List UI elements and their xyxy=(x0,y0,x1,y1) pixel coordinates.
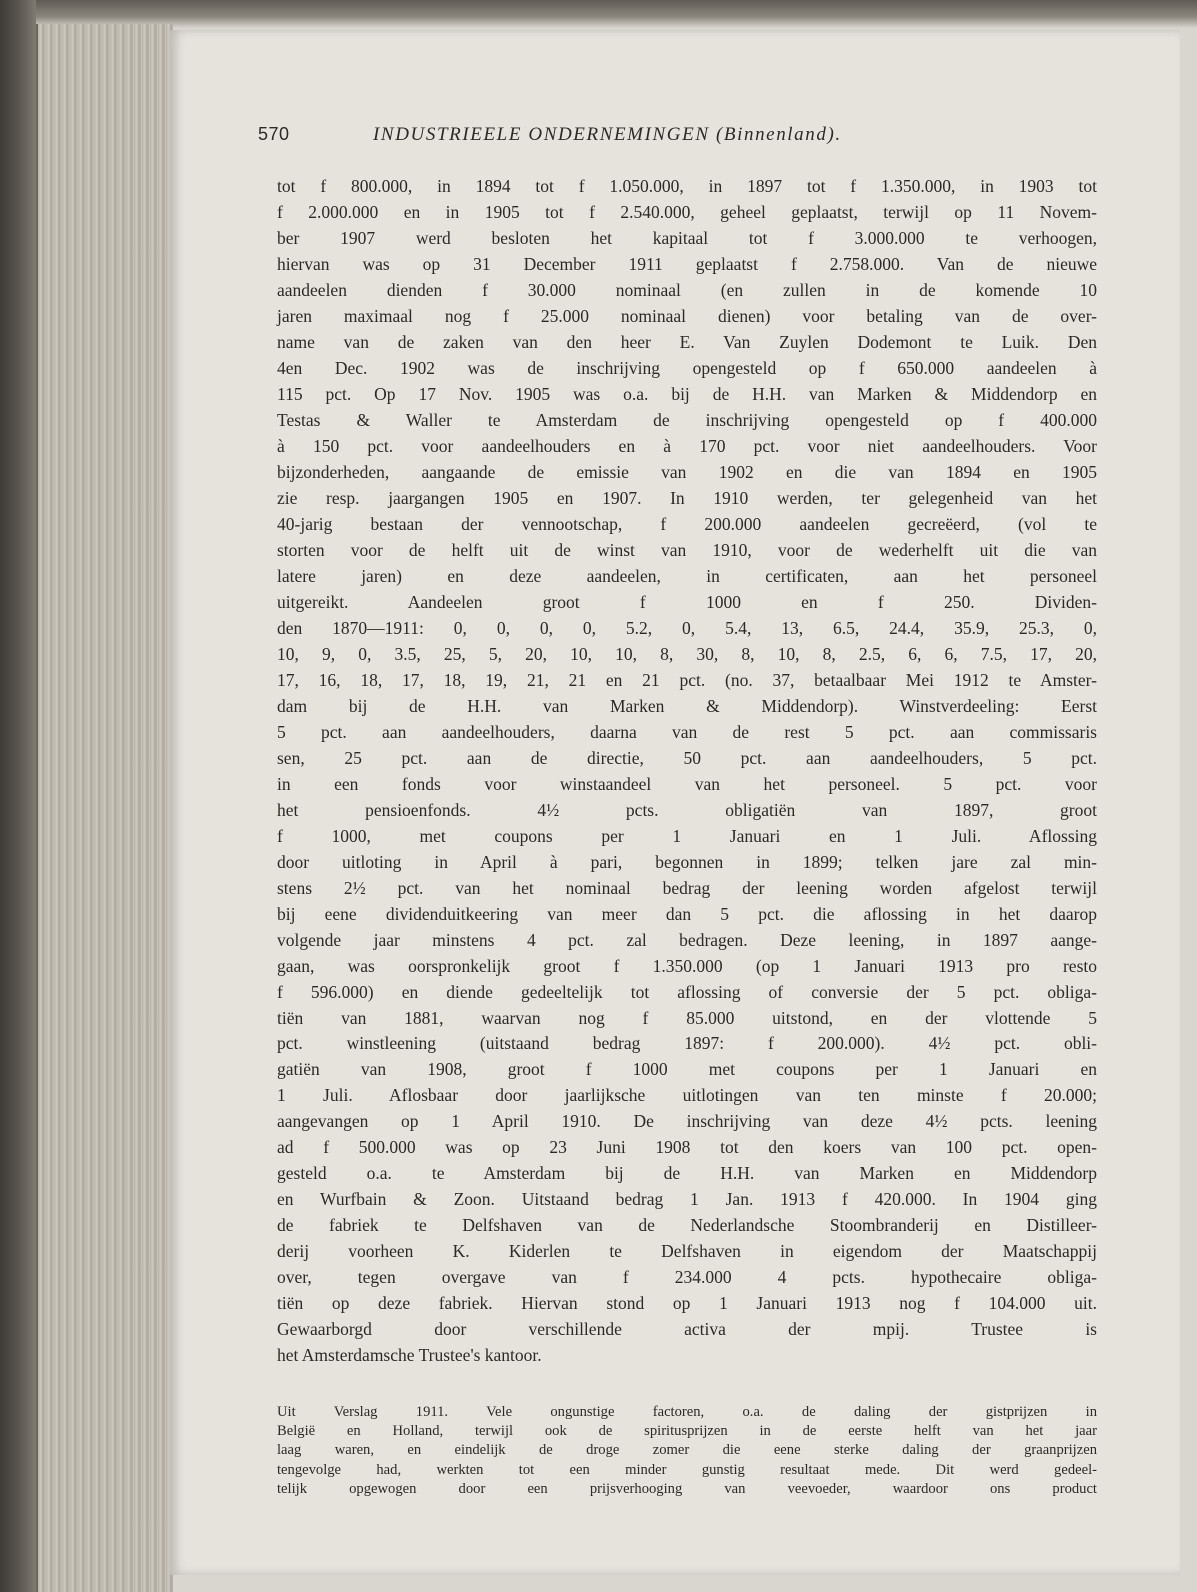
text-line: België en Holland, terwijl ook de spiritusprijzen in de eerste helft van het jaar xyxy=(277,1423,1097,1440)
text-line: tengevolge had, werkten tot een minder gunstig resultaat mede. Dit werd gedeel- xyxy=(277,1461,1097,1478)
text-line: door uitloting in April à pari, begonnen in 1899; telken jare zal min- xyxy=(277,851,1097,872)
text-line: ber 1907 werd besloten het kapitaal tot f 3.000.000 te verhoogen, xyxy=(277,227,1097,248)
text-line: à 150 pct. voor aandeelhouders en à 170 pct. voor niet aandeelhouders. Voor xyxy=(277,435,1097,456)
text-line: het Amsterdamsche Trustee's kantoor. xyxy=(277,1345,542,1366)
text-line: derij voorheen K. Kiderlen te Delfshaven in eigendom der Maatschappij xyxy=(277,1241,1097,1262)
text-line: telijk opgewogen door een prijsverhooging van veevoeder, waardoor ons product xyxy=(277,1480,1097,1497)
text-line: 115 pct. Op 17 Nov. 1905 was o.a. bij de H.H. van Marken & Middendorp en xyxy=(277,383,1097,404)
text-line: 10, 9, 0, 3.5, 25, 5, 20, 10, 10, 8, 30, 8, 10, 8, 2.5, 6, 6, 7.5, 17, 20, xyxy=(277,643,1097,664)
text-line: de fabriek te Delfshaven van de Nederlandsche Stoombranderij en Distilleer- xyxy=(277,1215,1097,1236)
text-line: den 1870—1911: 0, 0, 0, 0, 5.2, 0, 5.4, 13, 6.5, 24.4, 35.9, 25.3, 0, xyxy=(277,617,1097,638)
text-line: storten voor de helft uit de winst van 1910, voor de wederhelft uit die van xyxy=(277,539,1097,560)
body-text xyxy=(277,174,1097,1369)
text-line: 1 Juli. Aflosbaar door jaarlijksche uitlotingen van ten minste f 20.000; xyxy=(277,1085,1097,1106)
text-line: aandeelen dienden f 30.000 nominaal (en zullen in de komende 10 xyxy=(277,279,1097,300)
text-line: Testas & Waller te Amsterdam de inschrijving opengesteld op f 400.000 xyxy=(277,409,1097,430)
text-line: het pensioenfonds. 4½ pcts. obligatiën van 1897, groot xyxy=(277,799,1097,820)
text-line: 40-jarig bestaan der vennootschap, f 200.000 aandeelen gecreëerd, (vol te xyxy=(277,513,1097,534)
text-line: gaan, was oorspronkelijk groot f 1.350.000 (op 1 Januari 1913 pro resto xyxy=(277,955,1097,976)
text-line: jaren maximaal nog f 25.000 nominaal dienen) voor betaling van de over- xyxy=(277,305,1097,326)
annual-report-excerpt xyxy=(277,1403,1097,1499)
text-line: Uit Verslag 1911. Vele ongunstige factoren, o.a. de daling der gistprijzen in xyxy=(277,1404,1097,1420)
text-line: gesteld o.a. te Amsterdam bij de H.H. van Marken en Middendorp xyxy=(277,1163,1097,1184)
page-edges xyxy=(36,24,173,1592)
text-line: latere jaren) en deze aandeelen, in certificaten, aan het personeel xyxy=(277,565,1097,586)
text-line: Gewaarborgd door verschillende activa der mpij. Trustee is xyxy=(277,1319,1097,1340)
text-line: laag waren, en eindelijk de droge zomer die eene sterke daling der graanprijzen xyxy=(277,1442,1097,1459)
text-line: f 596.000) en diende gedeeltelijk tot aflossing of conversie der 5 pct. obliga- xyxy=(277,981,1097,1002)
page-header xyxy=(258,124,998,154)
text-line: 5 pct. aan aandeelhouders, daarna van de rest 5 pct. aan commissaris xyxy=(277,721,1097,742)
page-number: 570 xyxy=(258,124,290,144)
text-line: tot f 800.000, in 1894 tot f 1.050.000, in 1897 tot f 1.350.000, in 1903 tot xyxy=(277,176,1097,196)
text-line: hiervan was op 31 December 1911 geplaatst f 2.758.000. Van de nieuwe xyxy=(277,253,1097,274)
text-line: tiën op deze fabriek. Hiervan stond op 1 Januari 1913 nog f 104.000 uit. xyxy=(277,1293,1097,1314)
text-line: ad f 500.000 was op 23 Juni 1908 tot den koers van 100 pct. open- xyxy=(277,1137,1097,1158)
page-top-shadow xyxy=(0,0,1197,28)
text-line: bij eene dividenduitkeering van meer dan 5 pct. die aflossing in het daarop xyxy=(277,903,1097,924)
text-line: uitgereikt. Aandeelen groot f 1000 en f 250. Dividen- xyxy=(277,591,1097,612)
book-binding xyxy=(0,0,36,1592)
text-line: zie resp. jaargangen 1905 en 1907. In 1910 werden, ter gelegenheid van het xyxy=(277,487,1097,508)
text-line: 17, 16, 18, 17, 18, 19, 21, 21 en 21 pct. (no. 37, betaalbaar Mei 1912 te Amster- xyxy=(277,669,1097,690)
text-line: over, tegen overgave van f 234.000 4 pcts. hypothecaire obliga- xyxy=(277,1267,1097,1288)
running-title: INDUSTRIEELE ONDERNEMINGEN (Binnenland). xyxy=(373,124,842,145)
text-line: tiën van 1881, waarvan nog f 85.000 uitstond, en der vlottende 5 xyxy=(277,1007,1097,1028)
text-line: en Wurfbain & Zoon. Uitstaand bedrag 1 Jan. 1913 f 420.000. In 1904 ging xyxy=(277,1189,1097,1210)
text-line: sen, 25 pct. aan de directie, 50 pct. aan aandeelhouders, 5 pct. xyxy=(277,747,1097,768)
text-line: bijzonderheden, aangaande de emissie van 1902 en die van 1894 en 1905 xyxy=(277,461,1097,482)
text-line: stens 2½ pct. van het nominaal bedrag der leening worden afgelost terwijl xyxy=(277,877,1097,898)
text-line: aangevangen op 1 April 1910. De inschrijving van deze 4½ pcts. leening xyxy=(277,1111,1097,1132)
text-line: gatiën van 1908, groot f 1000 met coupons per 1 Januari en xyxy=(277,1059,1097,1080)
text-line: volgende jaar minstens 4 pct. zal bedragen. Deze leening, in 1897 aange- xyxy=(277,929,1097,950)
text-line: name van de zaken van den heer E. Van Zuylen Dodemont te Luik. Den xyxy=(277,331,1097,352)
text-line: f 1000, met coupons per 1 Januari en 1 Juli. Aflossing xyxy=(277,825,1097,846)
text-line: pct. winstleening (uitstaand bedrag 1897: f 200.000). 4½ pct. obli- xyxy=(277,1033,1097,1054)
text-line: 4en Dec. 1902 was de inschrijving opengesteld op f 650.000 aandeelen à xyxy=(277,357,1097,378)
text-line: dam bij de H.H. van Marken & Middendorp). Winstverdeeling: Eerst xyxy=(277,695,1097,716)
text-line: in een fonds voor winstaandeel van het personeel. 5 pct. voor xyxy=(277,773,1097,794)
text-line: f 2.000.000 en in 1905 tot f 2.540.000, geheel geplaatst, terwijl op 11 Novem- xyxy=(277,201,1097,222)
